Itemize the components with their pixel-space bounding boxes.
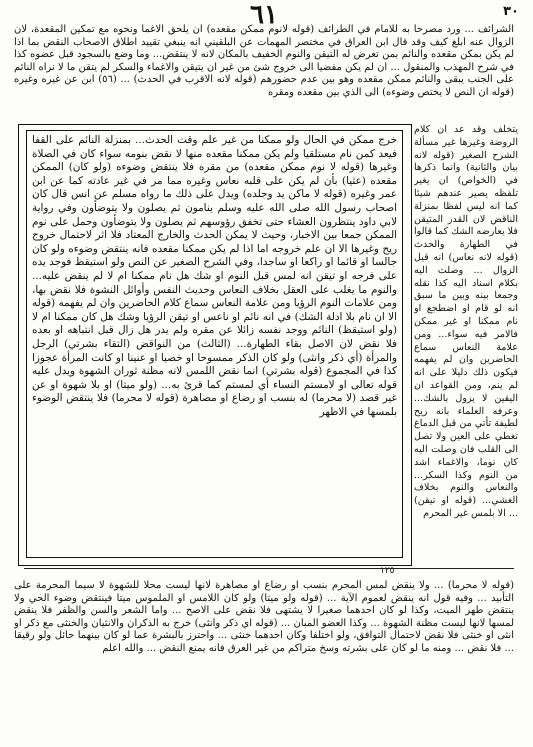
section-number: ٦١ xyxy=(250,0,278,30)
top-commentary xyxy=(14,24,514,122)
footnote-marker: ١٢٥ xyxy=(380,566,395,576)
main-text: خرج ممكن في الحال ولو ممكنا من غير علم وقت الحدث... بمنزلة النائم على القفا فيعد كمن نام مستلقيا ولم يكن ممكنا مقعده منها لا نقض بنومه سواء كان في الصلاة وغيرها (قوله لا نوم ممكن مقعده) من مقره فلا ينتقض وضوءه (ولو كان) الممكن مقعده (عثيا) بأن لم يكن على قلبه نعاس وغيره مما مر في غير عادته كما عن ابن عمر وغيره (قوله لا ماكن يد وجلده) ويدل على ذلك ما رواه مسلم عن انس قال كان اصحاب رسول الله صلى الله عليه وسلم ينامون ثم يصلون ولا يتوضأون وفي رواية لابي داود ينتظرون العشاء حتى تخفق رؤوسهم ثم يصلون ولا يتوضأون وحمل على نوم الممكن جمعا بين الاخبار، وحيث لا يمكن الحدث والخارج المعتاد فلا اثر لاحتمال خروج ريح وغيرها الا ان علم خروجه اما اذا لم يكن ممكنا مقعده فانه ينتقض وضوءه ولو كان جالسا او قائما او راكعا او ساجدا، وفي الشرح الصغير عن النص ولو استيقظ فوجد يده على فرجه او تيقن انه لمس قبل النوم او شك هل نام ممكنا ام لا لم ينقض عليه... والنوم ما يغلب على العقل بخلاف النعاس وحديث النفس وأوائل النشوة فلا نقض بها، ومن علامات النوم الرؤيا ومن علامة النعاس سماع كلام الحاضرين وان لم يفهمه (قوله الا ان نام بلا ادلة الشك) في انه نائم او ناعس او تيقن الرؤيا وشك هل كان ممكنا ام لا (ولو استيقظ) النائم ووجد نفسه زائلا عن مقره ولم يدر هل زال قبل انتباهه او بعده فلا نقض لان الاصل بقاء الطهارة... (الثالث) من النواقض (التقاء بشرتي) الرجل والمرأة (أي ذكر وانثى) ولو كان الذكر ممسوحا او خصيا او عنينا او كانت المرأة عجوزا كذا في المجموع (قوله بشرتي) انما نقض اللمس لانه مظنة ثوران الشهوة ويدل عليه قوله تعالى او لامستم النساء أي لمستم كما قرئ به... (ولو ميتا) او بلا شهوة او عن غير قصد (لا محرما) له بنسب او رضاع او مصاهرة (قوله لا محرما) فلا ينتقض الوضوء بلمسها في الاظهر xyxy=(32,134,397,418)
separator-rule xyxy=(24,568,514,569)
top-commentary-text: الشرائف ... ورد مصرحا به للامام في الطرائف (قوله لانوم ممكن مقعده) ان يلحق الاغما ونحوه مع تمكين المقعدة، لان الزوال عنه ابلغ كيف وقد قال ابن العراق في مختصر المهمات عن البلقيني انه ينبغي تقييد اطلاق الاصحاب النقض بما اذا لم يكن بمكن مقعده والنائم بمن تعرض له التيقن والنوم الخفيف بالمكان لانه لا ينتقض... وما وضع بالسجود قبل عضوه كذا في شرح المهذب والمنقول ... ان لم يكن مفضيا الى خروج شئ من غير ان يتيقن والاغماء والسكر لم يتقن ما لا نراه النائم على الجنب يبقى والنائم ممكن مقعده وهو بين عدم حضورهم (قوله لانه الاقرب في الحدث) ... (٥٦) ابن عن غيره وغيره (قوله ان النص لا يختص وضوءه) الى الذي بين مقعده ومقره xyxy=(14,24,514,98)
page-number: ٣٠ xyxy=(503,4,519,19)
bottom-commentary-text: (قوله لا محرما) ... ولا ينقض لمس المحرم بنسب او رضاع او مصاهرة لانها ليست محلا للشهوة لا سيما المحرمة على التأبيد ... وفيه قول انه ينقض لعموم الآية ... (قوله ولو ميتا) ولو كان اللامس او الملموس ميتا فينتقض وضوء الحي ولا ينتقض طهر الميت، وكذا لو كان احدهما صغيرا لا يشتهى فلا نقض على الاصح ... واما الشعر والسن والظفر فلا ينقض لمسها لانها ليست مظنة الشهوة ... وكذا العضو المبان ... (قوله اي ذكر وانثى) خرج به الذكران والانثيان والخنثى مع ذكر او انثى او خنثى فلا نقض لاحتمال التوافق، ولو اختلفا وكان احدهما خنثى ... واحترز بالبشرة عما لو كان بينهما حائل ولو رقيقا ... فلا نقض ... ومنه ما لو كان على بشرته وسخ متراكم من غير العرق فانه يمنع النقض ... والله اعلم xyxy=(14,580,514,654)
bottom-commentary xyxy=(14,580,514,730)
margin-commentary-text: يتخلف وقد عد ان كلام الروضة وغيرها غير مسألة الشرح الصغير (قوله لانه بيان والثانية) وانما ذكرها في (الخواص) ان يغير تلفظه يصير عندهم شيئا كما انه ليس لفظا بمنزلة الناقض لان القدر المتيقن فلا يعارضه الشك كما قالوا في الطهارة والحدث (قوله لانه نعاس) انه قيل الزوال ... وصلت اليه بكلام اسناد اليه كذا نقله وجمعا بينه وبين ما سبق انه لو قام او اضطجع او نام ممكنا او غير ممكن فالامر فيه سواء... ومن علامة النعاس سماع الحاضرين وان لم يفهمه فيكون ذلك دليلا على انه لم ينم، ومن القواعد ان اليقين لا يزول بالشك... وعرفه العلماء بانه ريح لطيفة تأتي من قبل الدماغ تغطي على العين ولا تصل الى القلب فان وصلت اليه كان نوما، والاغماء اشد من النوم وكذا السكر... والنعاس والنوم بخلاف الغشي... (قوله او تيقن) ... الا بلمس غير المحرم xyxy=(414,124,518,519)
main-text-frame xyxy=(26,130,403,558)
margin-commentary xyxy=(414,124,518,564)
